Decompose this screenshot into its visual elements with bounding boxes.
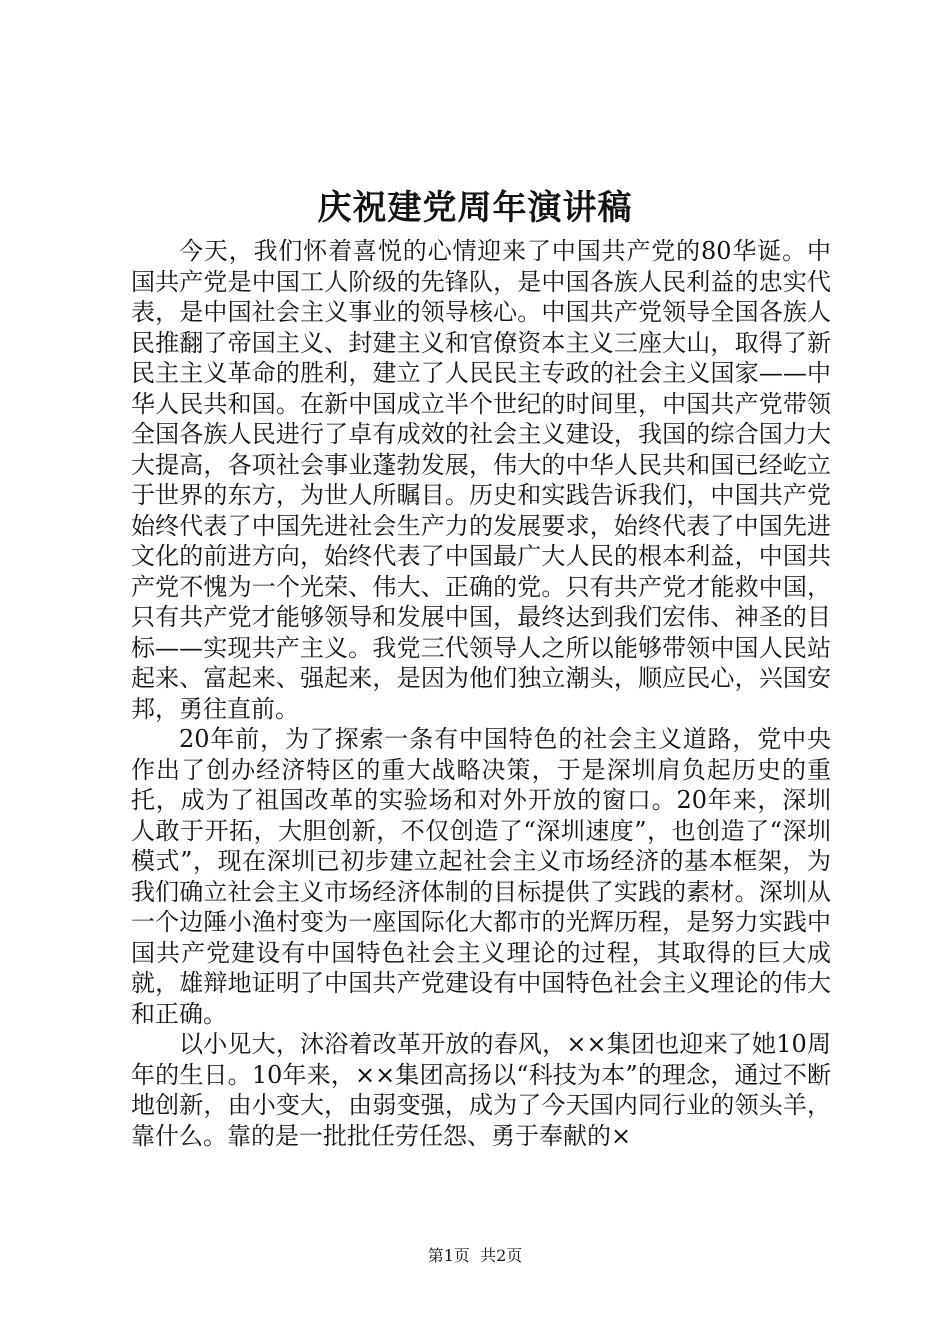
paragraph-3: 以小见大，沐浴着改革开放的春风，××集团也迎来了她10周年的生日。10年来，××集团高扬以“科技为本”的理念，通过不断地创新，由小变大，由弱变强，成为了今天国内同行业的领头羊，靠什么。靠的是一批批任劳任怨、勇于奉献的×: [131, 1030, 831, 1150]
paragraph-2: 20年前，为了探索一条有中国特色的社会主义道路，党中央作出了创办经济特区的重大战略决策，于是深圳肩负起历史的重托，成为了祖国改革的实验场和对外开放的窗口。20年来，深圳人敢于开拓，大胆创新，不仅创造了“深圳速度”，也创造了“深圳模式”，现在深圳已初步建立起社会主义市场经济的基本框架，为我们确立社会主义市场经济体制的目标提供了实践的素材。深圳从一个边陲小渔村变为一座国际化大都市的光辉历程，是努力实践中国共产党建设有中国特色社会主义理论的过程，其取得的巨大成就，雄辩地证明了中国共产党建设有中国特色社会主义理论的伟大和正确。: [131, 725, 831, 1028]
document-title: 庆祝建党周年演讲稿: [317, 188, 633, 228]
page-number: 第1页: [427, 1246, 470, 1265]
page-footer: [0, 1244, 950, 1268]
footer-separator: [470, 1246, 480, 1265]
paragraph-1: 今天，我们怀着喜悦的心情迎来了中国共产党的80华诞。中国共产党是中国工人阶级的先锋队，是中国各族人民利益的忠实代表，是中国社会主义事业的领导核心。中国共产党领导全国各族人民推翻了帝国主义、封建主义和官僚资本主义三座大山，取得了新民主主义革命的胜利，建立了人民民主专政的社会主义国家——中华人民共和国。在新中国成立半个世纪的时间里，中国共产党带领全国各族人民进行了卓有成效的社会主义建设，我国的综合国力大大提高，各项社会事业蓬勃发展，伟大的中华人民共和国已经屹立于世界的东方，为世人所瞩目。历史和实践告诉我们，中国共产党始终代表了中国先进社会生产力的发展要求，始终代表了中国先进文化的前进方向，始终代表了中国最广大人民的根本利益，中国共产党不愧为一个光荣、伟大、正确的党。只有共产党才能救中国，只有共产党才能够领导和发展中国，最终达到我们宏伟、神圣的目标——实现共产主义。我党三代领导人之所以能够带领中国人民站起来、富起来、强起来，是因为他们独立潮头，顺应民心，兴国安邦，勇往直前。: [131, 237, 831, 723]
document-body: [131, 236, 831, 1151]
page-total: 共2页: [480, 1246, 523, 1265]
